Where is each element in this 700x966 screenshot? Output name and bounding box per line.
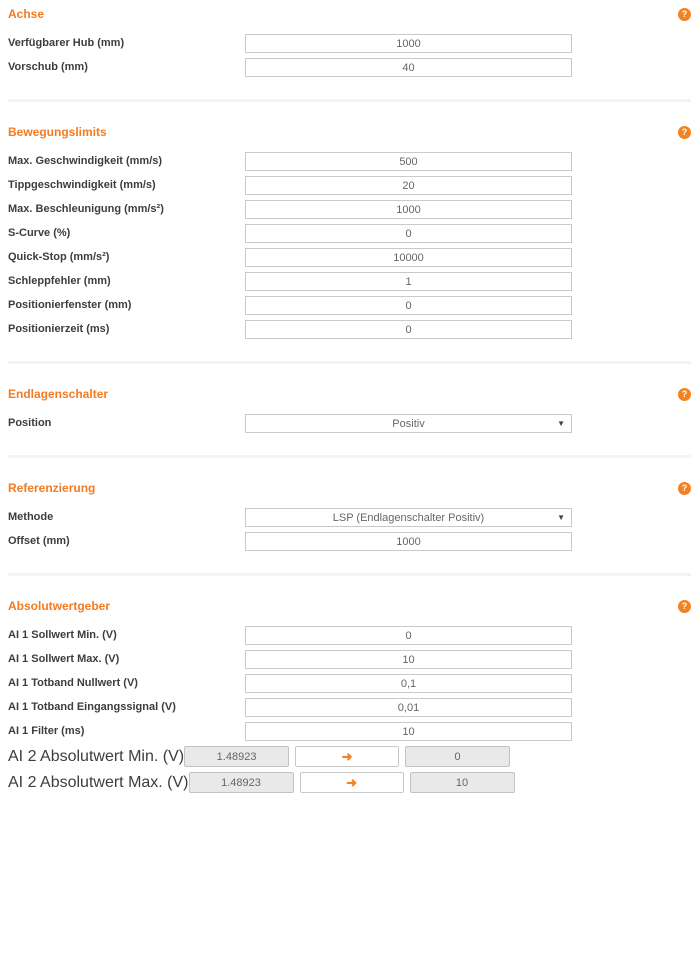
- field-label-offset: Offset (mm): [8, 535, 70, 547]
- section-title-referenzierung: Referenzierung: [8, 481, 96, 495]
- section-bewegungslimits: [8, 126, 691, 339]
- positionierfenster-input[interactable]: [245, 296, 572, 315]
- field-label-ai2-absolutwert-min: AI 2 Absolutwert Min. (V): [8, 747, 185, 765]
- field-label-ai1-sollwert-max: AI 1 Sollwert Max. (V): [8, 653, 120, 665]
- ai1-sollwert-max-input[interactable]: [245, 650, 572, 669]
- help-icon[interactable]: ?: [678, 388, 691, 401]
- dropdown-arrow-icon: ▼: [557, 419, 565, 428]
- field-label-verfuegbarer-hub: Verfügbarer Hub (mm): [8, 37, 125, 49]
- quick-stop-input[interactable]: [245, 248, 572, 267]
- field-label-schleppfehler: Schleppfehler (mm): [8, 275, 111, 287]
- ai1-filter-input[interactable]: [245, 722, 572, 741]
- field-label-vorschub: Vorschub (mm): [8, 61, 88, 73]
- ai2-absolutwert-max-target: 10: [410, 772, 515, 793]
- help-icon[interactable]: ?: [678, 600, 691, 613]
- section-title-achse: Achse: [8, 7, 45, 21]
- ai2-absolutwert-min-source: 1.48923: [184, 746, 289, 767]
- field-label-max-beschleunigung: Max. Beschleunigung (mm/s²): [8, 203, 164, 215]
- field-label-ai1-filter: AI 1 Filter (ms): [8, 725, 85, 737]
- verfuegbarer-hub-input[interactable]: [245, 34, 572, 53]
- field-label-quick-stop: Quick-Stop (mm/s²): [8, 251, 110, 263]
- ai2-absolutwert-min-target: 0: [405, 746, 510, 767]
- help-icon[interactable]: ?: [678, 126, 691, 139]
- ai2-absolutwert-max-source: 1.48923: [189, 772, 294, 793]
- section-referenzierung: [8, 482, 691, 551]
- s-curve-input[interactable]: [245, 224, 572, 243]
- dropdown-arrow-icon: ▼: [557, 513, 565, 522]
- field-label-s-curve: S-Curve (%): [8, 227, 71, 239]
- field-label-position: Position: [8, 417, 52, 429]
- ai1-sollwert-min-input[interactable]: [245, 626, 572, 645]
- section-title-bewegungslimits: Bewegungslimits: [8, 125, 107, 139]
- section-divider: [8, 455, 691, 458]
- section-achse: [8, 8, 691, 77]
- section-endlagenschalter: [8, 388, 691, 433]
- methode-select-value: LSP (Endlagenschalter Positiv): [332, 511, 485, 524]
- section-title-endlagenschalter: Endlagenschalter: [8, 387, 109, 401]
- field-label-methode: Methode: [8, 511, 54, 523]
- tippgeschwindigkeit-input[interactable]: [245, 176, 572, 195]
- field-label-ai1-totband-nullwert: AI 1 Totband Nullwert (V): [8, 677, 138, 689]
- positionierzeit-input[interactable]: [245, 320, 572, 339]
- arrow-right-icon: ➜: [341, 749, 353, 764]
- field-label-ai1-totband-eingangssignal: AI 1 Totband Eingangssignal (V): [8, 701, 176, 713]
- section-divider: [8, 573, 691, 576]
- field-label-ai1-sollwert-min: AI 1 Sollwert Min. (V): [8, 629, 117, 641]
- position-select-value: Positiv: [392, 417, 425, 430]
- section-divider: [8, 361, 691, 364]
- max-geschwindigkeit-input[interactable]: [245, 152, 572, 171]
- section-title-absolutwertgeber: Absolutwertgeber: [8, 599, 111, 613]
- field-label-ai2-absolutwert-max: AI 2 Absolutwert Max. (V): [8, 773, 189, 791]
- field-label-positionierzeit: Positionierzeit (ms): [8, 323, 110, 335]
- field-label-positionierfenster: Positionierfenster (mm): [8, 299, 132, 311]
- ai1-totband-nullwert-input[interactable]: [245, 674, 572, 693]
- methode-select[interactable]: [245, 508, 572, 527]
- section-divider: [8, 99, 691, 102]
- field-label-max-geschwindigkeit: Max. Geschwindigkeit (mm/s): [8, 155, 163, 167]
- schleppfehler-input[interactable]: [245, 272, 572, 291]
- help-icon[interactable]: ?: [678, 8, 691, 21]
- ai2-absolutwert-min-transfer-button[interactable]: [295, 746, 399, 767]
- ai1-totband-eingangssignal-input[interactable]: [245, 698, 572, 717]
- section-absolutwertgeber: [8, 600, 691, 793]
- max-beschleunigung-input[interactable]: [245, 200, 572, 219]
- offset-input[interactable]: [245, 532, 572, 551]
- ai2-absolutwert-max-transfer-button[interactable]: [300, 772, 404, 793]
- arrow-right-icon: ➜: [346, 775, 357, 790]
- field-label-tippgeschwindigkeit: Tippgeschwindigkeit (mm/s): [8, 179, 156, 191]
- position-select[interactable]: [245, 414, 572, 433]
- help-icon[interactable]: ?: [678, 482, 691, 495]
- vorschub-input[interactable]: [245, 58, 572, 77]
